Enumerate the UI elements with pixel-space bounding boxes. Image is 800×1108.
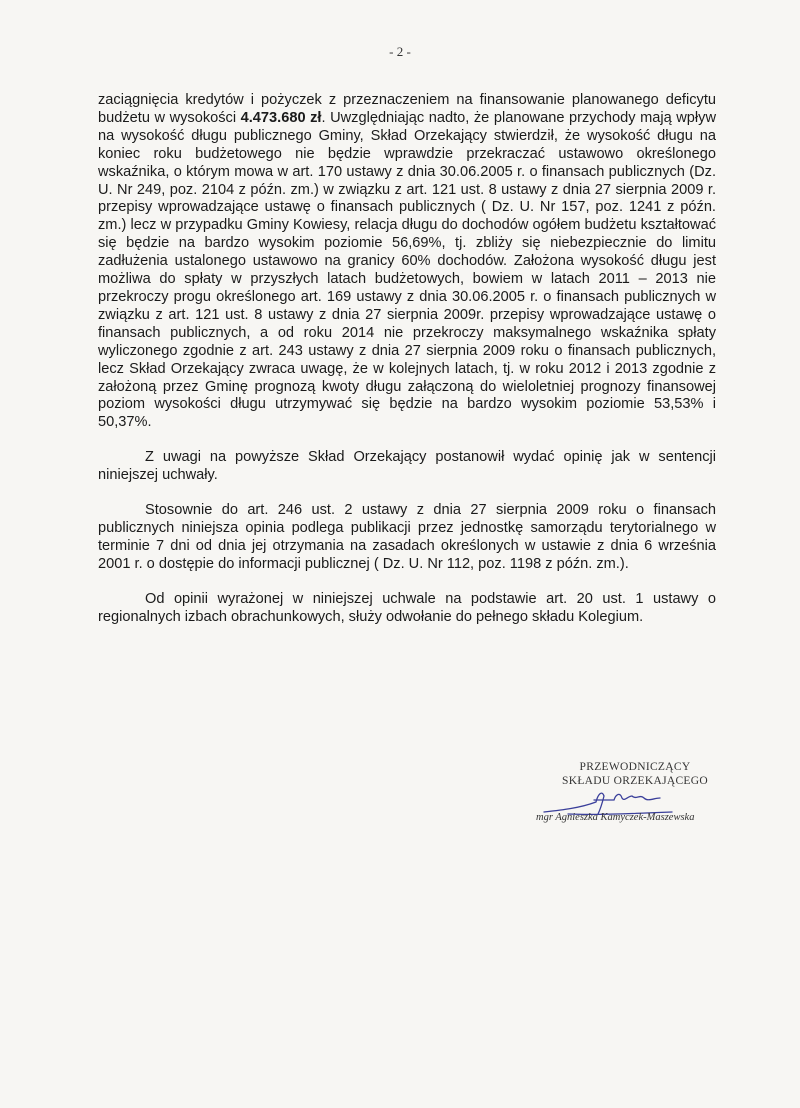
paragraph-text: zaciągnięcia kredytów i pożyczek z przeznaczeniem na finansowanie planowanego deficytu budżetu w wysokości — [98, 92, 716, 126]
paragraph-publication: Stosownie do art. 246 ust. 2 ustawy z dnia 27 sierpnia 2009 roku o finansach publicznych niniejsza opinia podlega publikacji przez jednostkę samorządu terytorialnego w terminie 7 dni od dnia jej otrzymania na zasadach określonych w ustawie z dnia 6 września 2001 r. o dostępie do informacji publicznej ( Dz. U. Nr 112, poz. 1198 z późn. zm.). — [98, 502, 716, 572]
signature-title-line1: PRZEWODNICZĄCY — [579, 761, 691, 773]
paragraph-text: . Uwzględniając nadto, że planowane przychody mają wpływ na wysokość długu publicznego Gminy, Skład Orzekający stwierdził, że wysokość długu na koniec roku budżetowego nie będzie wprawdzie przekraczać ustawowo określonego wskaźnika, o którym mowa w art. 170 ustawy z dnia 30.06.2005 r. o finansach publicznych (Dz. U. Nr 249, poz. 2104 z późn. zm.) w związku z art. 121 ust. 8 ustawy z dnia 27 sierpnia 2009 r. przepisy wprowadzające ustawę o finansach publicznych ( Dz. U. Nr 157, poz. 1241 z późn. zm.) lecz w przypadku Gminy Kowiesy, relacja długu do dochodów ogółem budżetu kształtować się będzie na bardzo wysokim poziomie 56,69%, tj. zbliży się niebezpiecznie do limitu zadłużenia ustalonego ustawowo na granicy 60% dochodów. Założona wysokość długu jest możliwa do spłaty w przyszłych latach budżetowych, bowiem w latach 2011 – 2013 nie przekroczy progu określonego art. 169 ustawy z dnia 30.06.2005 r. o finansach publicznych w związku z art. 121 ust. 8 ustawy z dnia 27 sierpnia 2009r. przepisy wprowadzające ustawę o finansach publicznych, a od roku 2014 nie przekroczy maksymalnego wskaźnika spłaty wyliczonego zgodnie z art. 243 ustawy z dnia 27 sierpnia 2009 roku o finansach publicznych, lecz Skład Orzekający zwraca uwagę, że w kolejnych latach, tj. w roku 2012 i 2013 zgodnie z założoną przez Gminę prognozą kwoty długu załączoną do wieloletniej prognozy finansowej poziom wysokości długu utrzymywać się będzie na bardzo wysokim poziomie 53,53% i 50,37%. — [98, 109, 716, 431]
paragraph-decision: Z uwagi na powyższe Skład Orzekający postanowił wydać opinię jak w sentencji niniejszej uchwały. — [98, 449, 716, 484]
document-body — [98, 92, 716, 626]
signatory-name: mgr Agnieszka Kamyczek-Maszewska — [536, 812, 695, 823]
page-number: - 2 - — [389, 44, 411, 59]
deficit-amount: 4.473.680 zł — [240, 109, 322, 126]
paragraph-appeal: Od opinii wyrażonej w niniejszej uchwale na podstawie art. 20 ust. 1 ustawy o regionalnych izbach obrachunkowych, służy odwołanie do pełnego składu Kolegium. — [98, 590, 716, 625]
paragraph-debt-analysis — [98, 92, 716, 432]
signature-title-line2: SKŁADU ORZEKAJĄCEGO — [562, 775, 708, 787]
signature-block — [520, 760, 750, 823]
